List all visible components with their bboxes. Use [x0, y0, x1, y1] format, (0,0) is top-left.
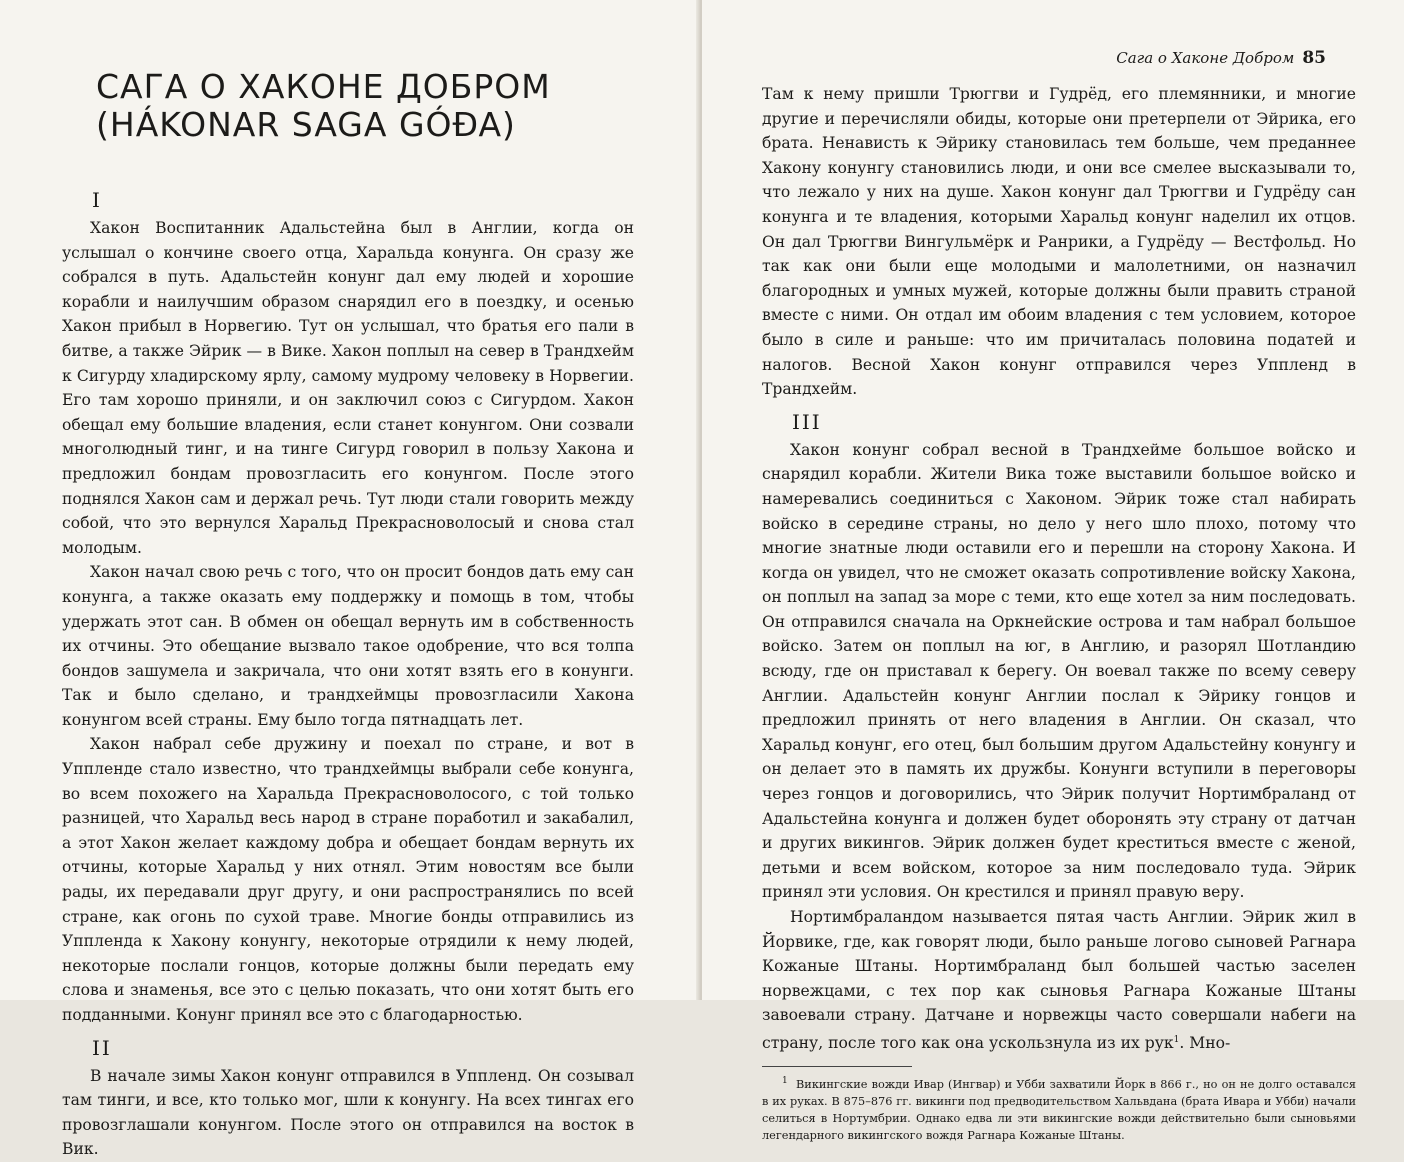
footnote-number: 1 — [782, 1075, 788, 1086]
paragraph: Там к нему пришли Трюггви и Гудрёд, его племянники, и многие другие и перечисляли обиды, которые они претерпели от Эйрика, его брата. Ненависть к Эйрику становилась тем больше, чем преданнее Хакону конунгу становились люди, и они все смелее высказывали то, что лежало у них на душе. Хакон конунг дал Трюггви и Гудрёду сан конунга и те владения, которыми Харальд конунг наделил их отцов. Он дал Трюггви Вингульмёрк и Ранрики, а Гудрёду — Вестфольд. Но так как они были еще молодыми и малолетними, он назначил благородных и умных мужей, которые должны были править страной вместе с ними. Он отдал им обоим владения с тем условием, которое было в силе и раньше: что им причиталась половина податей и налогов. Весной Хакон конунг отправился через Уппленд в Трандхейм. — [762, 85, 1356, 399]
paragraph — [762, 905, 1356, 1056]
left-page — [0, 0, 700, 1159]
paragraph: Хакон конунг собрал весной в Трандхейме большое войско и снарядил корабли. Жители Вика тоже выставили большое войско и намеревались соединиться с Хаконом. Эйрик тоже стал набирать войско в середине страны, но дело у него шло плохо, потому что многие знатные люди оставили его и перешли на сторону Хакона. И когда он увидел, что не сможет оказать сопротивление войску Хакона, он поплыл на запад за море с теми, кто еще хотел за ним последовать. Он отправился сначала на Оркнейские острова и там набрал большое войско. Затем он поплыл на юг, в Англию, и разорял Шотландию всюду, где он приставал к берегу. Он воевал также по всему северу Англии. Адальстейн конунг Англии послал к Эйрику гонцов и предложил принять от него владения в Англии. Он сказал, что Харальд конунг, его отец, был большим другом Адальстейну конунгу и он делает это в память их дружбы. Конунги вступили в переговоры через гонцов и договорились, что Эйрик получит Нортимбраланд от Адальстейна конунга и должен будет оборонять эту страну от датчан и других викингов. Эйрик должен будет креститься вместе с женой, детьми и всем войском, которое за ним последовало туда. Эйрик принял эти условия. Он крестился и принял правую веру. — [762, 440, 1356, 902]
paragraph: Хакон набрал себе дружину и поехал по стране, и вот в Уппленде стало известно, что трандхеймцы выбрали себе конунга, во всем похожего на Харальда Прекрасноволосого, с той только разницей, что Харальд весь народ в стране поработил и закабалил, а этот Хакон желает каждому добра и обещает бондам вернуть их отчины, которые Харальд у них отнял. Этим новостям все были рады, их передавали друг другу, и они распространялись по всей стране, как огонь по сухой траве. Многие бонды отправились из Уппленда к Хакону конунгу, некоторые отрядили к нему людей, некоторые послали гонцов, которые должны были передать ему слова и знаменья, все это с целью показать, что они хотят быть его подданными. Конунг принял все это с благодарностью. — [62, 735, 634, 1024]
running-head-title: Сага о Хаконе Добром — [1116, 49, 1295, 67]
saga-title — [96, 68, 656, 144]
right-page — [702, 0, 1404, 1142]
chapter-heading-2: II — [92, 1035, 112, 1060]
paragraph-tail: . Мно- — [1179, 1034, 1231, 1053]
footnote-rule — [762, 1066, 912, 1067]
chapter-heading-1: I — [92, 188, 102, 212]
footnote-text: Викингские вожди Ивар (Ингвар) и Убби захватили Йорк в 866 г., но он не долго оставался в их руках. В 875–876 гг. викинги под предводительством Хальвдана (брата Ивара и Убби) начали селиться в Нортумбрии. Однако едва ли эти викингские вожди действительно были сыновьями легендарного викингского вождя Рагнара Кожаные Штаны. — [762, 1077, 1356, 1142]
running-head — [1116, 48, 1326, 68]
saga-title-line2: (HÁKONAR SAGA GÓÐA) — [96, 105, 516, 144]
paragraph: В начале зимы Хакон конунг отправился в Уппленд. Он созывал там тинги, и все, кто только мог, шли к конунгу. На всех тингах его провозглашали конунгом. После этого он отправился на восток в Вик. — [62, 1066, 634, 1159]
paragraph: Хакон Воспитанник Адальстейна был в Англии, когда он услышал о кончине своего отца, Харальда конунга. Он сразу же собрался в путь. Адальстейн конунг дал ему людей и хорошие корабли и наилучшим образом снарядил его в поездку, и осенью Хакон прибыл в Норвегию. Тут он услышал, что братья его пали в битве, а также Эйрик — в Вике. Хакон поплыл на север в Трандхейм к Сигурду хладирскому ярлу, самому мудрому человеку в Норвегии. Его там хорошо приняли, и он заключил союз с Сигурдом. Хакон обещал ему большие владения, если станет конунгом. Они созвали многолюдный тинг, и на тинге Сигурд говорил в пользу Хакона и предложил бондам провозгласить его конунгом. После этого поднялся Хакон сам и держал речь. Тут люди стали говорить между собой, что это вернулся Харальд Прекрасноволосый и снова стал молодым. — [62, 219, 634, 557]
chapter-heading-3: III — [792, 409, 822, 434]
footnote-marker: 1 — [1173, 1034, 1180, 1045]
page-number: 85 — [1302, 48, 1326, 68]
saga-title-line1: САГА О ХАКОНЕ ДОБРОМ — [96, 67, 551, 106]
right-text-column — [762, 82, 1356, 1144]
left-text-column — [62, 186, 634, 1162]
paragraph-text: Нортимбраландом называется пятая часть Англии. Эйрик жил в Йорвике, где, как говорят люди, было раньше логово сыновей Рагнара Кожаные Штаны. Нортимбраланд был большей частью заселен норвежцами, с тех пор как сыновья Рагнара Кожаные Штаны завоевали страну. Датчане и норвежцы часто совершали набеги на страну, после того как она ускользнула из их рук — [762, 908, 1356, 1053]
paragraph: Хакон начал свою речь с того, что он просит бондов дать ему сан конунга, а также оказать ему поддержку и помощь в том, чтобы удержать этот сан. В обмен он обещал вернуть им в собственность их отчины. Это обещание вызвало такое одобрение, что вся толпа бондов зашумела и закричала, что они хотят взять его в конунги. Так и было сделано, и трандхеймцы провозгласили Хакона конунгом всей страны. Ему было тогда пятнадцать лет. — [62, 563, 634, 729]
footnote — [762, 1073, 1356, 1144]
